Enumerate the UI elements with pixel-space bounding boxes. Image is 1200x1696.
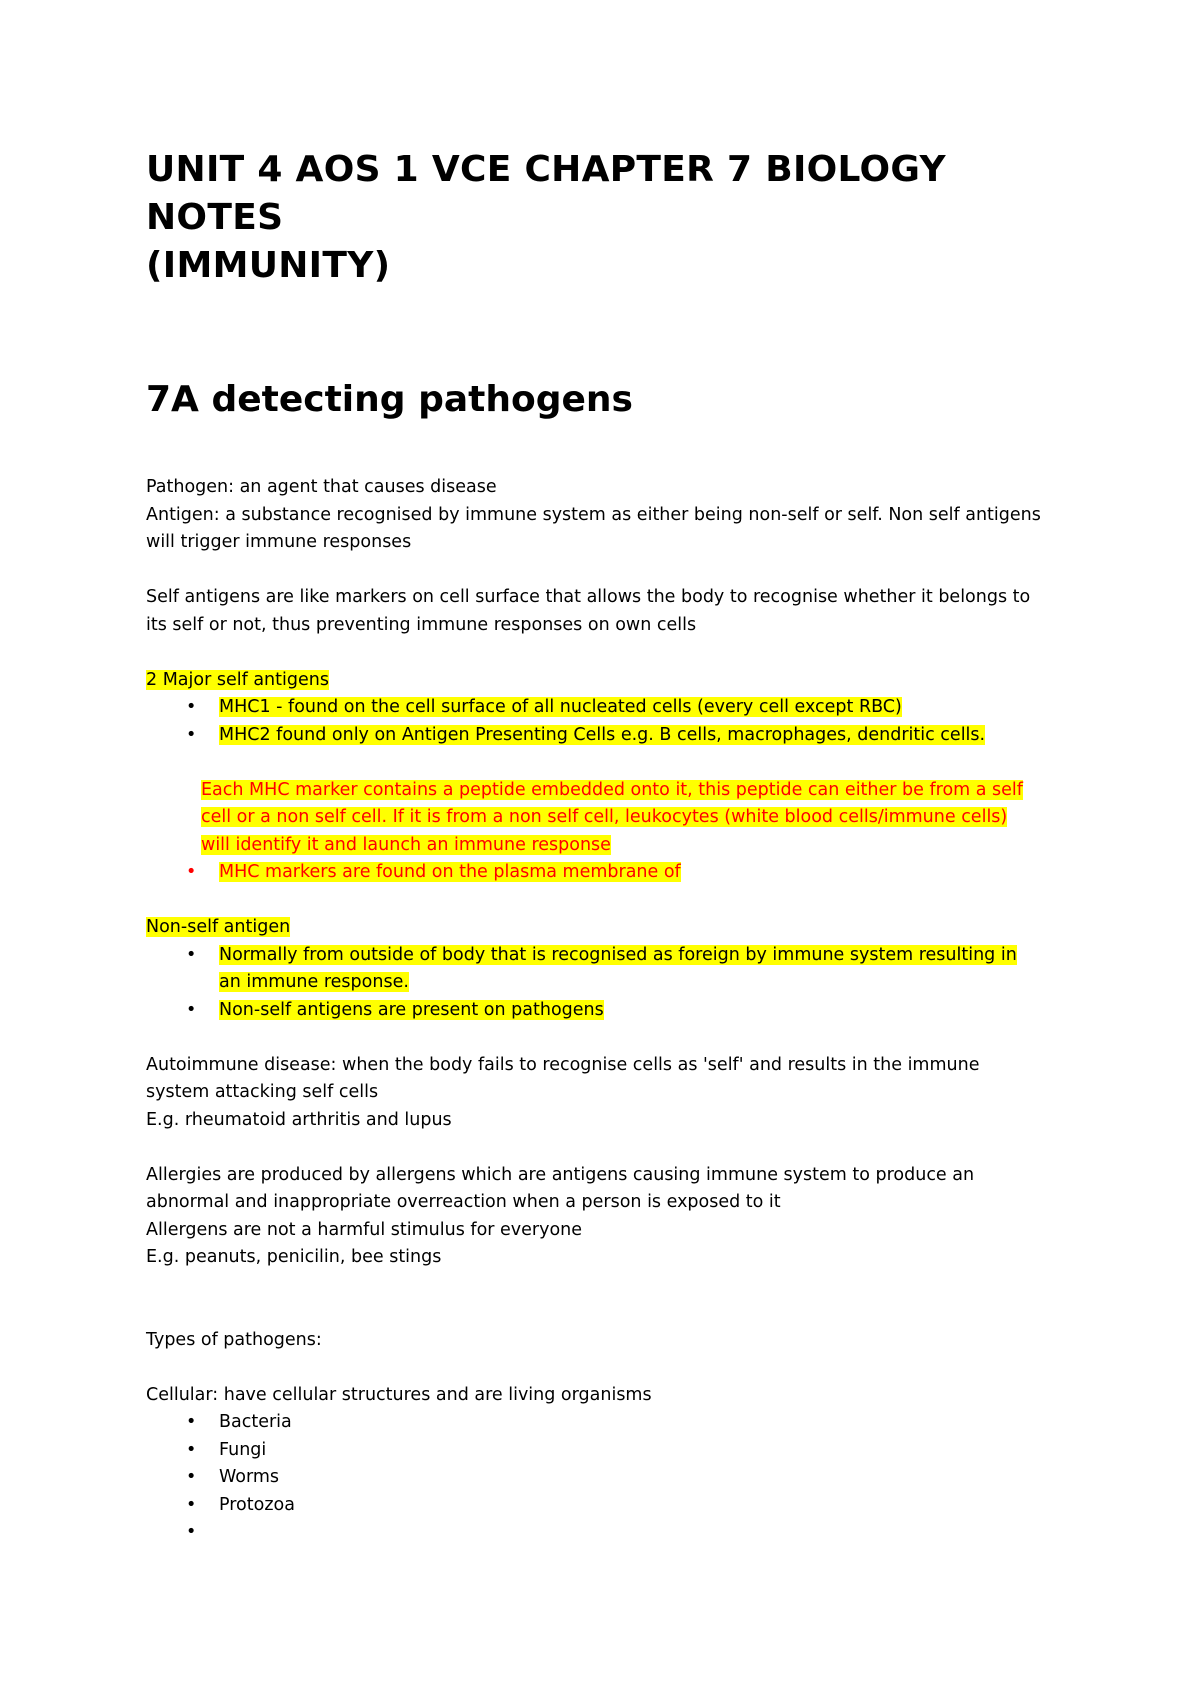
allergies-line-4: E.g. peanuts, penicilin, bee stings (146, 1247, 442, 1267)
list-item (146, 997, 1086, 1025)
document-body (146, 474, 1086, 1547)
mhc2-bullet-text: MHC2 found only on Antigen Presenting Cells e.g. B cells, macrophages, dendritic cells. (219, 724, 986, 745)
major-self-antigens-heading: 2 Major self antigens (146, 669, 329, 690)
list-item (146, 859, 1086, 887)
autoimmune-line-1: Autoimmune disease: when the body fails to recognise cells as 'self' and results in the immune (146, 1054, 980, 1075)
self-antigens-line-2: its self or not, thus preventing immune responses on own cells (146, 614, 697, 635)
list-item-continuation (146, 969, 1086, 997)
bullet-icon: • (186, 1467, 197, 1487)
mhc-note-line-1: Each MHC marker contains a peptide embedded onto it, this peptide can either be from a self (201, 779, 1023, 800)
self-antigens-line-1: Self antigens are like markers on cell surface that allows the body to recognise whether it belongs to (146, 587, 1031, 607)
list-item (146, 694, 1086, 722)
list-item (146, 1519, 1086, 1547)
pathogen-definition: Pathogen: an agent that causes disease (146, 477, 497, 497)
list-item (146, 942, 1086, 970)
list-item (146, 1409, 1086, 1437)
bullet-icon: • (186, 697, 197, 717)
list-item (146, 722, 1086, 750)
list-item (146, 1437, 1086, 1465)
cellular-item-protozoa: Protozoa (219, 1494, 295, 1515)
non-self-bullet-1-line-2: an immune response. (219, 972, 409, 992)
bullet-icon: • (186, 999, 197, 1020)
list-item (146, 1464, 1086, 1492)
antigen-definition-line-2: will trigger immune responses (146, 532, 412, 552)
bullet-icon: • (186, 1522, 197, 1542)
title-line-3: (IMMUNITY) (146, 245, 391, 286)
autoimmune-line-2: system attacking self cells (146, 1082, 379, 1102)
bullet-icon: • (186, 724, 197, 745)
mhc-note-line-2: cell or a non self cell. If it is from a non self cell, leukocytes (white blood cells/immune cells) (201, 807, 1008, 827)
title-line-2: NOTES (146, 197, 284, 238)
non-self-antigen-heading: Non-self antigen (146, 917, 291, 937)
bullet-icon: • (186, 862, 197, 882)
cellular-heading: Cellular: have cellular structures and are living organisms (146, 1384, 652, 1405)
bullet-icon: • (186, 1494, 197, 1515)
bullet-icon: • (186, 1412, 197, 1432)
cellular-item-bacteria: Bacteria (219, 1412, 292, 1432)
allergies-line-1: Allergies are produced by allergens which are antigens causing immune system to produce an (146, 1164, 975, 1185)
non-self-bullet-1-line-1: Normally from outside of body that is recognised as foreign by immune system resulting in (219, 944, 1017, 965)
cellular-item-fungi: Fungi (219, 1439, 267, 1460)
document-title (146, 146, 946, 290)
title-line-1: UNIT 4 AOS 1 VCE CHAPTER 7 BIOLOGY (146, 149, 946, 190)
bullet-icon: • (186, 944, 197, 965)
allergies-line-2: abnormal and inappropriate overreaction when a person is exposed to it (146, 1192, 781, 1212)
antigen-definition-line-1: Antigen: a substance recognised by immune system as either being non-self or self. Non self antigens (146, 504, 1041, 525)
mhc1-bullet-text: MHC1 - found on the cell surface of all nucleated cells (every cell except RBC) (219, 697, 902, 717)
bullet-icon: • (186, 1439, 197, 1460)
section-heading: 7A detecting pathogens (146, 379, 633, 420)
list-item (146, 1492, 1086, 1520)
types-of-pathogens-heading: Types of pathogens: (146, 1329, 322, 1350)
non-self-bullet-2: Non-self antigens are present on pathogens (219, 999, 604, 1020)
autoimmune-line-3: E.g. rheumatoid arthritis and lupus (146, 1109, 452, 1130)
mhc-markers-bullet-text: MHC markers are found on the plasma membrane of (219, 862, 681, 882)
cellular-item-worms: Worms (219, 1467, 280, 1487)
allergies-line-3: Allergens are not a harmful stimulus for everyone (146, 1219, 583, 1240)
mhc-note-line-3: will identify it and launch an immune response (201, 834, 611, 855)
